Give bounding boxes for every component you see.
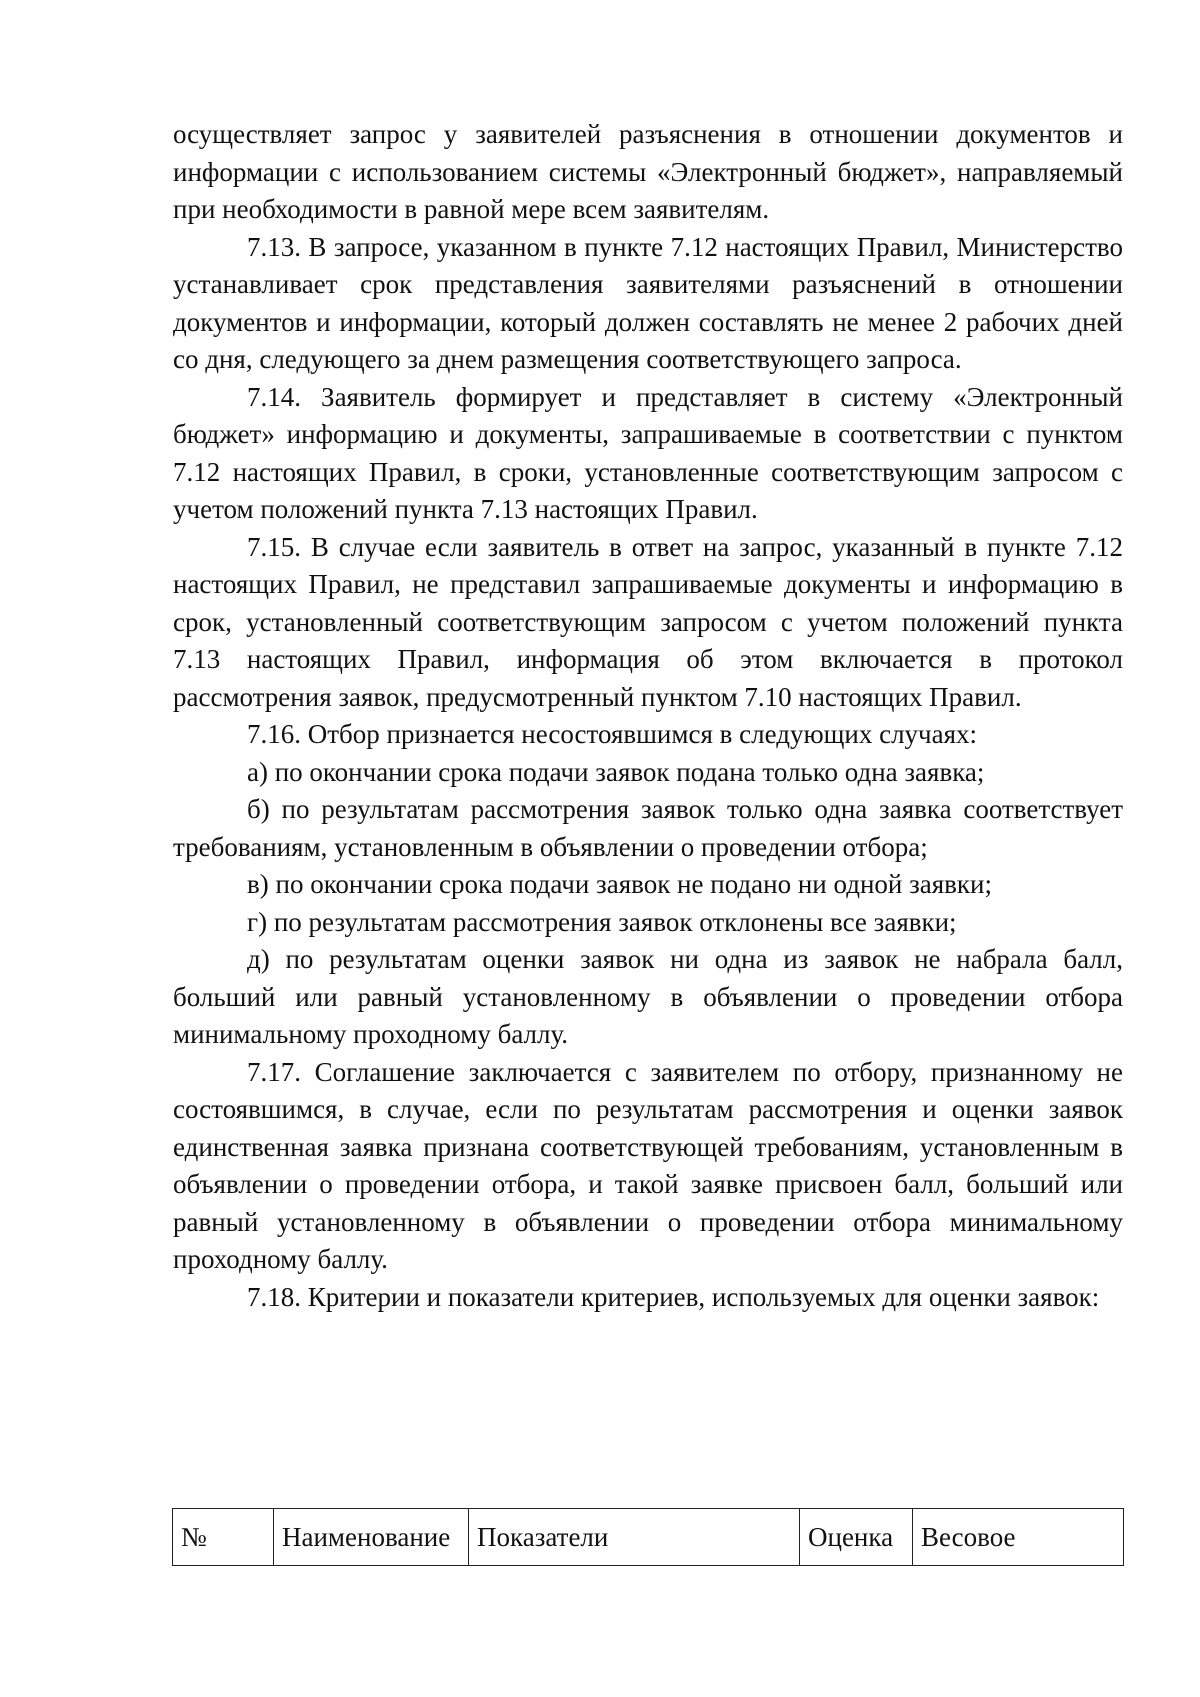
paragraph-7-15: 7.15. В случае если заявитель в ответ на запрос, указанный в пункте 7.12 настоящих Правил, не представил запрашиваемые документы и информацию в срок, установленный соответствующим запросом с учетом положений пункта 7.13 настоящих Правил, информация об этом включается в протокол рассмотрения заявок, предусмотренный пунктом 7.10 настоящих Правил. [173, 531, 1123, 712]
list-item-a: а) по окончании срока подачи заявок подана только одна заявка; [247, 756, 985, 787]
paragraph-7-14: 7.14. Заявитель формирует и представляет в систему «Электронный бюджет» информацию и документы, запрашиваемые в соответствии с пунктом 7.12 настоящих Правил, в сроки, установленные соответствующим запросом с учетом положений пункта 7.13 настоящих Правил. [173, 381, 1123, 524]
table-header-name: Наименование [274, 1509, 469, 1566]
table-header-row [173, 1509, 1124, 1566]
table-header-indicators: Показатели [469, 1509, 800, 1566]
table-header-number: № [173, 1509, 274, 1566]
paragraph-7-16: 7.16. Отбор признается несостоявшимся в следующих случаях: [247, 719, 978, 749]
table-header-score: Оценка [800, 1509, 913, 1566]
list-item-d: д) по результатам оценки заявок ни одна из заявок не набрала балл, больший или равный установленному в объявлении о проведении отбора минимальному проходному баллу. [173, 944, 1123, 1049]
list-item-v: в) по окончании срока подачи заявок не подано ни одной заявки; [247, 869, 992, 899]
paragraph-7-18: 7.18. Критерии и показатели критериев, используемых для оценки заявок: [247, 1281, 1100, 1312]
paragraph-7-17: 7.17. Соглашение заключается с заявителем по отбору, признанному не состоявшимся, в случае, если по результатам рассмотрения и оценки заявок единственная заявка признана соответствующей требованиям, установленным в объявлении о проведении отбора, и такой заявке присвоен балл, больший или равный установленному в объявлении о проведении отбора минимальному проходному баллу. [173, 1056, 1123, 1274]
paragraph-continuation: осуществляет запрос у заявителей разъяснения в отношении документов и информации с использованием системы «Электронный бюджет», направляемый при необходимости в равной мере всем заявителям. [173, 119, 1123, 224]
list-item-b: б) по результатам рассмотрения заявок только одна заявка соответствует требованиям, установленным в объявлении о проведении отбора; [173, 794, 1123, 862]
criteria-table [172, 1508, 1124, 1566]
table-header-weight: Весовое [913, 1509, 1124, 1566]
paragraph-7-13: 7.13. В запросе, указанном в пункте 7.12 настоящих Правил, Министерство устанавливает срок представления заявителями разъяснений в отношении документов и информации, который должен составлять не менее 2 рабочих дней со дня, следующего за днем размещения соответствующего запроса. [173, 231, 1123, 374]
list-item-g: г) по результатам рассмотрения заявок отклонены все заявки; [247, 906, 957, 937]
document-page [173, 116, 1123, 1316]
